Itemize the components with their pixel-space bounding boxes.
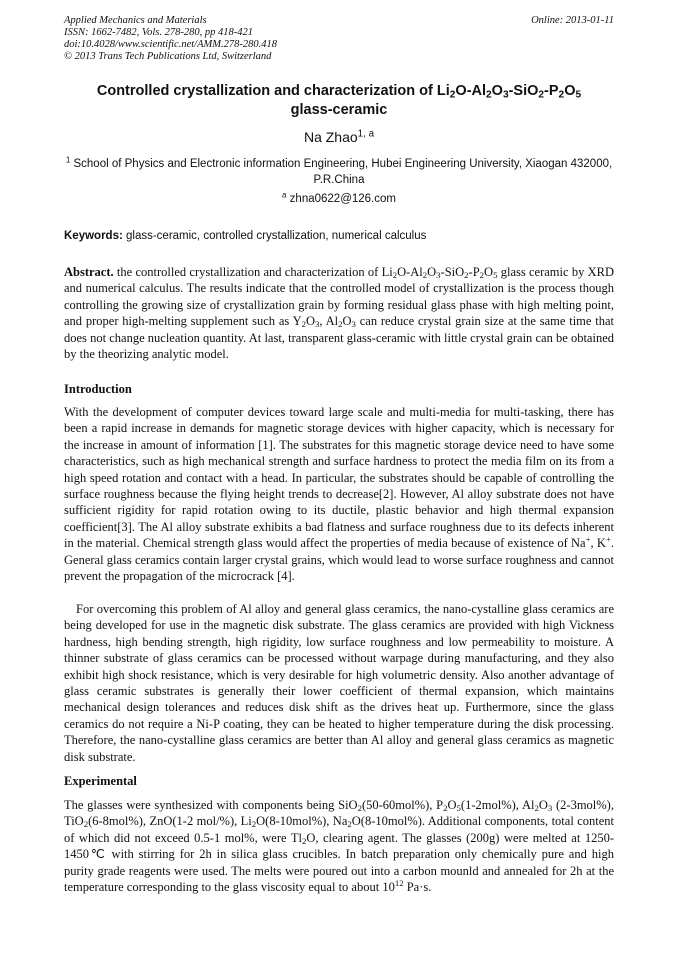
paper-title: Controlled crystallization and characterization of $Li_2O-Al_2O_3-SiO_2-P_2O_5$ glass-ceramic [96, 83, 582, 118]
keywords-label: Keywords: [64, 230, 123, 242]
journal-copyright: © 2013 Trans Tech Publications Ltd, Switzerland [64, 51, 272, 62]
introduction-paragraph-2: For overcoming this problem of Al alloy and general glass ceramics, the nano-cystalline glass ceramics are being developed for use in the magnetic disk substrate. The glass ceramics are provided with high Vickness hardness, high bending strength, high rigidity, low surface roughness and low permeability to moisture. A thinner substrate of glass ceramics can be processed without warpage during manufacturing, and they also exhibit high shock resistance, which is very desirable for high volumetric density. Also another advantage of glass ceramic substrates is generally their lower coefficient of thermal expansion, which maintains mechanical design tolerances and reduces disk shift as the drives heat up. Furthermore, since the glass ceramics do not require a Ni-P coating, they can be heated to higher temperature during the disk processing. Therefore, the nano-cystalline glass ceramics are better than Al alloy and general glass ceramics as magnetic disk substrate. [64, 602, 614, 764]
introduction-heading: Introduction [64, 382, 132, 396]
experimental-paragraph: The glasses were synthesized with components being SiO$_2$(50-60mol%), $P_2O_5(1-2mol\%)$, $Al_2O_3$ (2-3mol%), TiO$_2$(6-8mol%), ZnO(1-2 mol/%), $Li_2O(8-10mol\%)$, $Na_2O(8-10mol\%)$. Additional components, total content of which did not exceed 0.5-1 mol%, were $Tl_2O$, clearing agent. The glasses (200g) were melted at 1250-1450℃ with stirring for 2h in silica glass crucibles. In batch preparation only chemically pure and high purity grade reagents were used. The melts were poured out into a carbon mounld and annealed for 2h at the temperature corresponding to the glass viscosity equal to about $10^{12}$ Pa·s. [64, 798, 614, 895]
journal-issn: ISSN: 1662-7482, Vols. 278-280, pp 418-421 [64, 27, 253, 38]
experimental-heading: Experimental [64, 774, 137, 788]
keywords-text: glass-ceramic, controlled crystallization, numerical calculus [122, 230, 427, 242]
abstract-label: Abstract. [64, 265, 114, 279]
affiliation: $^1$ School of Physics and Electronic information Engineering, Hubei Engineering University, Xiaogan 432000, P.R.China [65, 155, 613, 186]
online-date: Online: 2013-01-11 [531, 15, 614, 26]
journal-name: Applied Mechanics and Materials [64, 15, 207, 26]
author: Na Zhao$^{1, a}$ [303, 128, 375, 145]
journal-doi: doi:10.4028/www.scientific.net/AMM.278-280.418 [64, 39, 277, 50]
abstract: Abstract. the controlled crystallization and characterization of $Li_2O-Al_2O_3-SiO_2-P_2O_5$ glass ceramic by XRD and numerical calculus. The results indicate that the controlled model of crystallization is the process though controlling the growing size of crystallization grain by forming residual glass phase with high melting point, and proper high-melting supplement such as $Y_2O_3$, $Al_2O_3$ can reduce crystal grain size at the same time that does not change nucleation quantity. At last, transparent glass-ceramic with little crystal grain can be obtained by the theorizing analytic model. [64, 265, 615, 362]
journal-header [64, 15, 614, 63]
author-email: $^a$ zhna0622@126.com [282, 190, 396, 205]
paper-title-line2: glass-ceramic [290, 102, 388, 118]
introduction-paragraph-1: With the development of computer devices toward large scale and multi-media for multi-tasking, there has been a rapid increase in demands for magnetic storage devices with higher capacity, which is necessary for the increase in amount of information [1]. The substrates for this magnetic storage device need to have some characteristics, such as high mechanical strength and surface hardness to protect the media film on its from a high speed rotation and contact with a head. In particular, the substrates should be capable of controlling the surface roughness because the flying height trends to decrease[2]. However, Al alloy substrate does not have sufficient rigidity for rapid rotation owing to its ductile, plastic behavior and high thermal expansion coefficient[3]. The Al alloy substrate exhibits a bad flatness and surface roughness due to its defects inherent in the material. Chemical strength glass would affect the properties of media because of existence of Na+, K+. General glass ceramics contain larger crystal grains, which would lead to worse surface roughness and cannot prevent the propagation of the microcrack [4]. [64, 405, 615, 584]
keywords [64, 230, 614, 242]
